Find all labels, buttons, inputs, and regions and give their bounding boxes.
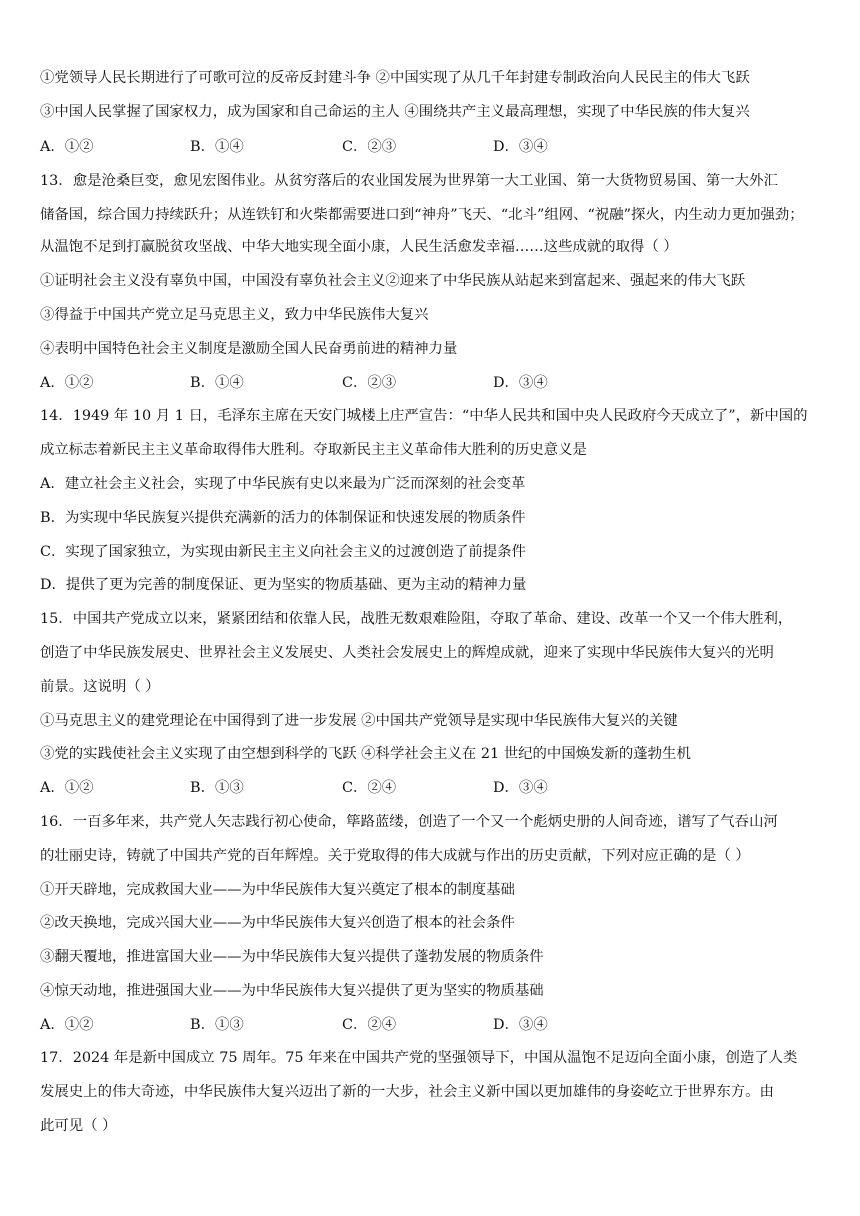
q12-statement-line: ①党领导人民长期进行了可歌可泣的反帝反封建斗争 ②中国实现了从几千年封建专制政治向人民民主的伟大飞跃	[40, 70, 750, 86]
q16-statement-line: ④惊天动地，推进强国大业——为中华民族伟大复兴提供了更为坚实的物质基础	[40, 983, 544, 999]
q13-option-b: B．①④	[190, 375, 244, 391]
q13-stem-line: 储备国，综合国力持续跃升；从连铁钉和火柴都需要进口到“神舟”飞天、“北斗”组网、“祝融”探火，内生动力更加强劲；	[40, 207, 804, 223]
q13-option-d: D．③④	[493, 375, 548, 391]
q14-option-d: D．提供了更为完善的制度保证、更为坚实的物质基础、更为主动的精神力量	[40, 577, 527, 593]
q13-stem-line: 13．愈是沧桑巨变，愈见宏图伟业。从贫穷落后的农业国发展为世界第一大工业国、第一大货物贸易国、第一大外汇	[40, 173, 778, 189]
q16-statement-line: ①开天辟地，完成救国大业——为中华民族伟大复兴奠定了根本的制度基础	[40, 882, 515, 898]
q14-option-a: A．建立社会主义社会，实现了中华民族有史以来最为广泛而深刻的社会变革	[40, 476, 526, 492]
q13-option-a: A．①②	[40, 375, 94, 391]
q16-option-c: C．②④	[342, 1017, 397, 1033]
q17-stem-line: 此可见（ ）	[40, 1118, 117, 1134]
q15-option-a: A．①②	[40, 780, 94, 796]
q12-statement-line: ③中国人民掌握了国家权力，成为国家和自己命运的主人 ④围绕共产主义最高理想，实现了中华民族的伟大复兴	[40, 104, 750, 120]
q16-option-d: D．③④	[493, 1017, 548, 1033]
q16-stem-line: 16．一百多年来，共产党人矢志践行初心使命，筚路蓝缕，创造了一个又一个彪炳史册的人间奇迹，谱写了气吞山河	[40, 814, 778, 830]
q17-stem-line: 17．2024 年是新中国成立 75 周年。75 年来在中国共产党的坚强领导下，中国从温饱不足迈向全面小康，创造了人类	[40, 1050, 798, 1066]
q15-stem-line: 15．中国共产党成立以来，紧紧团结和依靠人民，战胜无数艰难险阻，夺取了革命、建设、改革一个又一个伟大胜利，	[40, 611, 793, 627]
q13-statement-line: ①证明社会主义没有辜负中国，中国没有辜负社会主义②迎来了中华民族从站起来到富起来、强起来的伟大飞跃	[40, 273, 746, 289]
q13-statement-line: ③得益于中国共产党立足马克思主义，致力中华民族伟大复兴	[40, 307, 429, 323]
q13-statement-line: ④表明中国特色社会主义制度是激励全国人民奋勇前进的精神力量	[40, 341, 458, 357]
q13-stem-line: 从温饱不足到打赢脱贫攻坚战、中华大地实现全面小康，人民生活愈发幸福……这些成就的取得（ ）	[40, 239, 678, 255]
q12-option-c: C．②③	[342, 139, 397, 155]
q15-stem-line: 创造了中华民族发展史、世界社会主义发展史、人类社会发展史上的辉煌成就，迎来了实现中华民族伟大复兴的光明	[40, 645, 774, 661]
q15-statement-line: ①马克思主义的建党理论在中国得到了进一步发展 ②中国共产党领导是实现中华民族伟大复兴的关键	[40, 713, 678, 729]
q14-option-b: B．为实现中华民族复兴提供充满新的活力的体制保证和快速发展的物质条件	[40, 510, 526, 526]
q16-option-a: A．①②	[40, 1017, 94, 1033]
q14-stem-line: 14．1949 年 10 月 1 日，毛泽东主席在天安门城楼上庄严宣告：“中华人民共和国中央人民政府今天成立了”，新中国的	[40, 408, 808, 424]
q14-option-c: C．实现了国家独立，为实现由新民主主义向社会主义的过渡创造了前提条件	[40, 544, 526, 560]
q13-option-c: C．②③	[342, 375, 397, 391]
q12-option-b: B．①④	[190, 139, 244, 155]
q17-stem-line: 发展史上的伟大奇迹，中华民族伟大复兴迈出了新的一大步，社会主义新中国以更加雄伟的身姿屹立于世界东方。由	[40, 1084, 774, 1100]
q12-option-a: A．①②	[40, 139, 94, 155]
q15-option-d: D．③④	[493, 780, 548, 796]
q14-stem-line: 成立标志着新民主主义革命取得伟大胜利。夺取新民主主义革命伟大胜利的历史意义是	[40, 442, 587, 458]
q16-statement-line: ③翻天覆地，推进富国大业——为中华民族伟大复兴提供了蓬勃发展的物质条件	[40, 949, 544, 965]
q15-option-b: B．①③	[190, 780, 244, 796]
q15-option-c: C．②④	[342, 780, 397, 796]
q15-statement-line: ③党的实践使社会主义实现了由空想到科学的飞跃 ④科学社会主义在 21 世纪的中国焕发新的蓬勃生机	[40, 746, 691, 762]
q16-statement-line: ②改天换地，完成兴国大业——为中华民族伟大复兴创造了根本的社会条件	[40, 915, 515, 931]
q15-stem-line: 前景。这说明（ ）	[40, 679, 160, 695]
q12-option-d: D．③④	[493, 139, 548, 155]
q16-option-b: B．①③	[190, 1017, 244, 1033]
q16-stem-line: 的壮丽史诗，铸就了中国共产党的百年辉煌。关于党取得的伟大成就与作出的历史贡献，下列对应正确的是（ ）	[40, 848, 750, 864]
